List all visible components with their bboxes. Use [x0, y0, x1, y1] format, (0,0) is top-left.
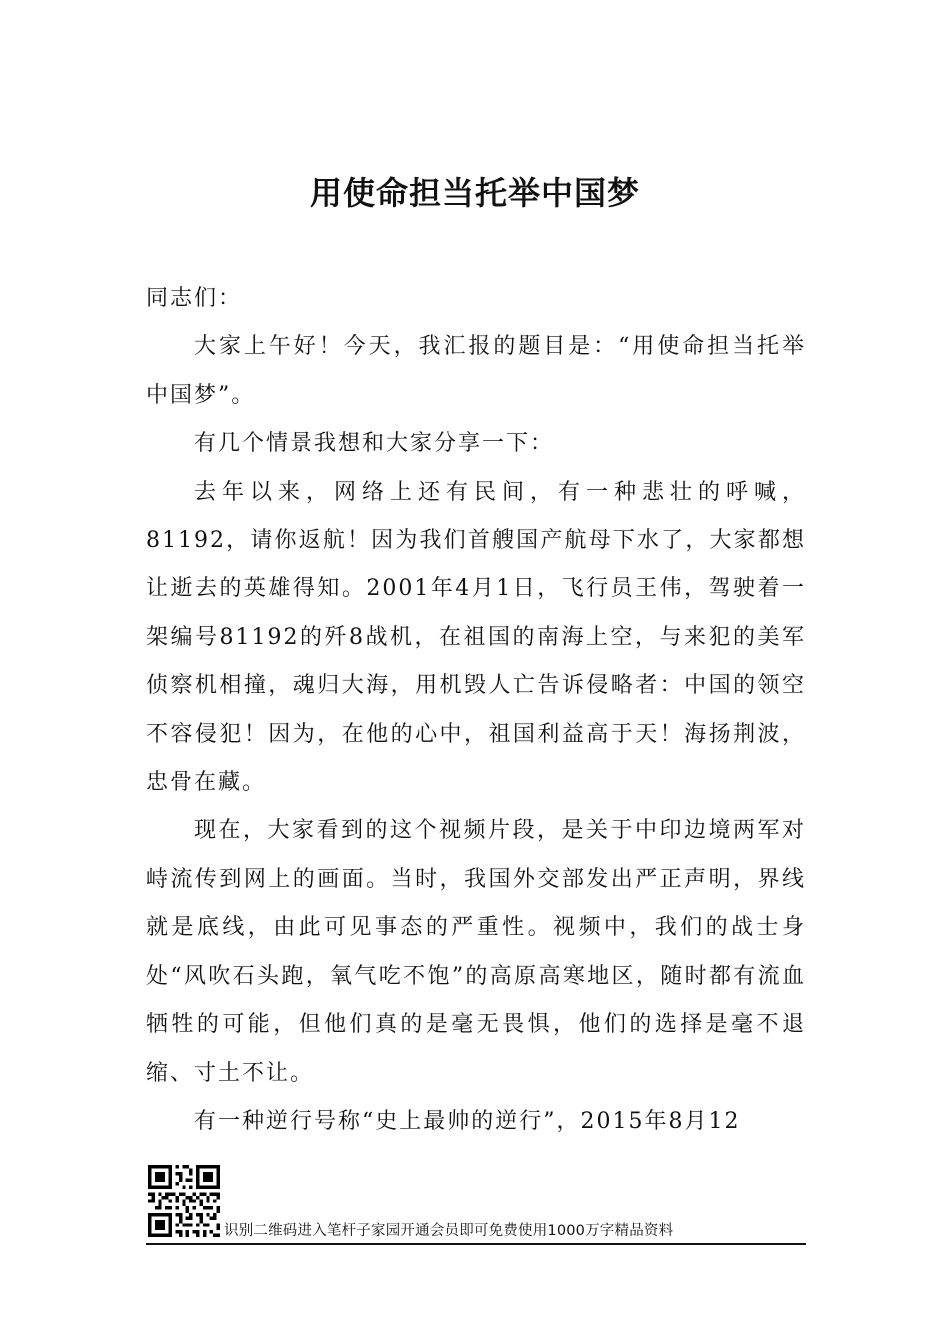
- paragraph: 大家上午好！今天，我汇报的题目是：“用使命担当托举中国梦”。: [146, 334, 806, 408]
- paragraph: 去年以来，网络上还有民间，有一种悲壮的呼喊，81192，请你返航！因为我们首艘国产航母下水了，大家都想让逝去的英雄得知。2001年4月1日，飞行员王伟，驾驶着一架编号81192的歼8战机，在祖国的南海上空，与来犯的美军侦察机相撞，魂归大海，用机毁人亡告诉侵略者：中国的领空不容侵犯！因为，在他的心中，祖国利益高于天！海扬荆波，忠骨在藏。: [146, 479, 806, 796]
- footer-divider: [146, 1243, 806, 1245]
- document-body: [146, 275, 806, 1146]
- paragraph: 有几个情景我想和大家分享一下：: [194, 431, 555, 457]
- paragraph: 现在，大家看到的这个视频片段，是关于中印边境两军对峙流传到网上的画面。当时，我国外交部发出严正声明，界线就是底线，由此可见事态的严重性。视频中，我们的战士身处“风吹石头跑，氧气吃不饱”的高原高寒地区，随时都有流血牺牲的可能，但他们真的是毫无畏惧，他们的选择是毫不退缩、寸土不让。: [146, 818, 806, 1086]
- paragraph: 有一种逆行号称“史上最帅的逆行”，2015年8月12: [194, 1108, 741, 1134]
- page-footer: [146, 1163, 806, 1247]
- qr-code-icon[interactable]: [148, 1165, 220, 1237]
- page-title: 用使命担当托举中国梦: [309, 174, 640, 212]
- footer-promo-text: 识别二维码进入笔杆子家园开通会员即可免费使用1000万字精品资料: [224, 1223, 674, 1239]
- salutation: 同志们：: [146, 286, 243, 311]
